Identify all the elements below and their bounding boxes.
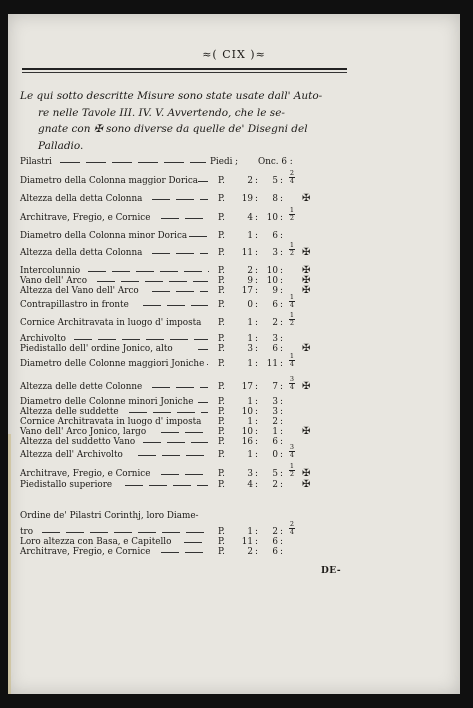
value-piedi: 0 (247, 300, 253, 310)
row-label: Altezza della detta Colonna (20, 194, 143, 204)
unit-piedi: P. (218, 469, 225, 479)
value-piedi: 10 (241, 407, 253, 417)
value-piedi: 4 (247, 480, 253, 490)
fraction-numerator: 3 (289, 375, 295, 383)
row-label: Altezza del Vano dell' Arco (20, 286, 139, 296)
value-once: 3 (272, 248, 278, 258)
separator: : (255, 537, 258, 547)
unit-piedi: P. (218, 300, 225, 310)
row-label: Archivolto (20, 334, 66, 344)
cross-mark-icon: ✠ (302, 193, 311, 204)
leader-dash (114, 532, 132, 533)
leader-dash (191, 305, 208, 306)
leader-dash (193, 281, 208, 282)
leader-dash (161, 218, 179, 219)
value-piedi: 2 (247, 176, 253, 186)
leader-dash (190, 162, 206, 163)
leader-dash (167, 442, 185, 443)
page-edge-stain (8, 434, 11, 694)
unit-piedi: P. (218, 194, 225, 204)
leader-dash (152, 387, 170, 388)
value-piedi: 11 (241, 537, 253, 547)
once-heading: Onc. 6 : (258, 157, 293, 167)
leader-dash (138, 532, 156, 533)
separator: : (280, 450, 283, 460)
separator: : (255, 547, 258, 557)
separator: : (280, 427, 283, 437)
intro-paragraph (20, 88, 350, 154)
value-once: 6 (272, 437, 278, 447)
fraction (288, 463, 296, 478)
row-label: Altezza del suddetto Vano (20, 437, 136, 447)
separator: : (280, 527, 283, 537)
intro-line: re nelle Tavole III. IV. V. Avvertendo, che le se- (38, 106, 285, 119)
separator: : (280, 334, 283, 344)
table-row (20, 206, 320, 224)
value-once: 2 (272, 318, 278, 328)
separator: : (255, 276, 258, 286)
leader-dash (169, 281, 187, 282)
separator: : (280, 276, 283, 286)
leader-dash (167, 305, 185, 306)
value-piedi: 3 (247, 344, 253, 354)
leader-dash (198, 402, 208, 403)
separator: : (255, 334, 258, 344)
value-once: 2 (272, 527, 278, 537)
separator: : (280, 318, 283, 328)
value-piedi: 1 (247, 231, 253, 241)
leader-dash (161, 474, 179, 475)
separator: : (280, 286, 283, 296)
separator: : (280, 266, 283, 276)
leader-dash (173, 485, 191, 486)
row-label: Ordine de' Pilastri Corinthj, loro Diame- (20, 511, 199, 521)
page-header: ≈( CIX )≈ (202, 48, 266, 61)
leader-dash (162, 455, 180, 456)
value-once: 6 (272, 344, 278, 354)
value-piedi: 1 (247, 527, 253, 537)
row-label: Architrave, Fregio, e Cornice (20, 547, 151, 557)
separator: : (255, 300, 258, 310)
leader-dash (201, 412, 208, 413)
value-once: 10 (266, 276, 278, 286)
row-label: Loro altezza con Basa, e Capitello (20, 537, 172, 547)
table-head-label: Pilastri (20, 157, 52, 167)
fraction-numerator: 1 (289, 206, 295, 214)
unit-piedi: P. (218, 382, 225, 392)
separator: : (280, 359, 283, 369)
fraction (288, 521, 296, 536)
value-once: 9 (272, 286, 278, 296)
leader-dash (170, 339, 188, 340)
separator: : (255, 194, 258, 204)
leader-dash (185, 218, 203, 219)
cross-mark-icon: ✠ (302, 285, 311, 296)
unit-piedi: P. (218, 417, 225, 427)
table-row (20, 194, 320, 205)
leader-dash (191, 442, 208, 443)
leader-dash (42, 532, 60, 533)
leader-dash (184, 271, 202, 272)
separator: : (280, 248, 283, 258)
unit-piedi: P. (218, 266, 225, 276)
table-row (20, 169, 320, 187)
separator: : (280, 480, 283, 490)
separator: : (255, 417, 258, 427)
table-row (20, 311, 320, 329)
book-page (8, 14, 460, 694)
value-once: 6 (272, 300, 278, 310)
unit-piedi: P. (218, 407, 225, 417)
leader-dash (186, 532, 204, 533)
table-row (20, 286, 320, 297)
row-label: Contrapillastro in fronte (20, 300, 129, 310)
row-label: Piedistallo superiore (20, 480, 113, 490)
separator: : (280, 382, 283, 392)
separator: : (280, 437, 283, 447)
separator: : (280, 231, 283, 241)
value-once: 5 (272, 469, 278, 479)
row-label: Vano dell' Arco (20, 276, 88, 286)
value-piedi: 16 (241, 437, 253, 447)
separator: : (255, 318, 258, 328)
leader-dash (162, 532, 180, 533)
row-label: Diametro della Colonna minor Dorica (20, 231, 188, 241)
value-piedi: 1 (247, 450, 253, 460)
separator: : (280, 469, 283, 479)
row-label: Piedistallo dell' ordine Jonico, alto (20, 344, 173, 354)
leader-dash (185, 474, 203, 475)
leader-dash (198, 349, 208, 350)
separator: : (255, 437, 258, 447)
leader-dash (88, 271, 106, 272)
piedi-heading: Piedi ; (210, 157, 239, 167)
leader-dash (152, 291, 170, 292)
unit-piedi: P. (218, 213, 225, 223)
cross-mark-icon: ✠ (302, 343, 311, 354)
fraction-denominator: 4 (289, 383, 295, 391)
value-piedi: 3 (247, 469, 253, 479)
separator: : (255, 527, 258, 537)
leader-dash (138, 455, 156, 456)
leader-dash (152, 199, 170, 200)
value-once: 2 (272, 417, 278, 427)
value-piedi: 2 (247, 266, 253, 276)
value-piedi: 1 (247, 417, 253, 427)
leader-dash (200, 291, 208, 292)
leader-dash (160, 271, 178, 272)
leader-dash (98, 339, 116, 340)
unit-piedi: P. (218, 537, 225, 547)
unit-piedi: P. (218, 231, 225, 241)
leader-dash (176, 199, 194, 200)
fraction-denominator: 2 (289, 470, 295, 478)
separator: : (280, 397, 283, 407)
leader-dash (153, 412, 171, 413)
leader-dash (176, 291, 194, 292)
leader-dash (198, 181, 208, 182)
unit-piedi: P. (218, 318, 225, 328)
separator: : (255, 266, 258, 276)
value-piedi: 9 (247, 276, 253, 286)
row-label: Vano dell' Arco Jonico, largo (20, 427, 147, 437)
value-piedi: 10 (241, 427, 253, 437)
leader-dash (200, 199, 208, 200)
value-piedi: 1 (247, 334, 253, 344)
table-row (20, 547, 320, 558)
unit-piedi: P. (218, 427, 225, 437)
separator: : (255, 344, 258, 354)
unit-piedi: P. (218, 344, 225, 354)
cross-mark-icon: ✠ (302, 247, 311, 258)
fraction-numerator: 1 (289, 352, 295, 360)
value-once: 3 (272, 407, 278, 417)
value-piedi: 17 (241, 382, 253, 392)
row-label: Cornice Architravata in luogo d' imposta (20, 318, 202, 328)
separator: : (280, 547, 283, 557)
value-once: 3 (272, 397, 278, 407)
table-row (20, 462, 320, 480)
fraction (288, 312, 296, 327)
row-label: Architrave, Fregio, e Cornice (20, 469, 151, 479)
cross-mark-icon: ✠ (302, 426, 311, 437)
value-once: 8 (272, 194, 278, 204)
row-label: Cornice Architravata in luogo d' imposta (20, 417, 202, 427)
fraction-numerator: 3 (289, 443, 295, 451)
cross-mark-icon: ✠ (302, 275, 311, 286)
row-label: Diametro delle Colonne maggiori Joniche (20, 359, 205, 369)
value-once: 3 (272, 334, 278, 344)
fraction-denominator: 2 (289, 214, 295, 222)
separator: : (280, 344, 283, 354)
value-once: 1 (272, 427, 278, 437)
separator: : (280, 194, 283, 204)
row-label: Intercolunnio (20, 266, 81, 276)
header-rule (22, 68, 347, 70)
leader-dash (129, 412, 147, 413)
separator: : (255, 427, 258, 437)
value-piedi: 1 (247, 397, 253, 407)
value-piedi: 11 (241, 248, 253, 258)
value-once: 5 (272, 176, 278, 186)
cross-mark-icon: ✠ (302, 479, 311, 490)
separator: : (255, 480, 258, 490)
leader-dash (60, 162, 80, 163)
leader-dash (121, 281, 139, 282)
table-row (20, 241, 320, 259)
value-once: 2 (272, 480, 278, 490)
separator: : (280, 300, 283, 310)
unit-piedi: P. (218, 286, 225, 296)
separator: : (280, 537, 283, 547)
value-once: 0 (272, 450, 278, 460)
leader-dash (125, 485, 143, 486)
value-once: 10 (266, 266, 278, 276)
fraction-denominator: 4 (289, 528, 295, 536)
leader-dash (66, 532, 84, 533)
unit-piedi: P. (218, 359, 225, 369)
table-row (20, 437, 320, 448)
table-row (20, 231, 320, 242)
leader-dash (143, 442, 161, 443)
leader-dash (146, 339, 164, 340)
separator: : (255, 382, 258, 392)
fraction-numerator: 2 (289, 169, 295, 177)
table-row (20, 352, 320, 370)
unit-piedi: P. (218, 334, 225, 344)
intro-line: Le qui sotto descritte Misure sono state usate dall' Auto- (20, 90, 323, 102)
leader-dash (207, 364, 208, 365)
value-piedi: 1 (247, 318, 253, 328)
row-label: Diametro della Colonna maggior Dorica (20, 176, 199, 186)
leader-dash (185, 432, 203, 433)
row-label: tro (20, 527, 34, 537)
value-once: 6 (272, 231, 278, 241)
separator: : (255, 450, 258, 460)
leader-dash (200, 387, 208, 388)
row-label: Altezza delle dette Colonne (20, 382, 143, 392)
unit-piedi: P. (218, 450, 225, 460)
leader-dash (152, 253, 170, 254)
leader-dash (97, 281, 115, 282)
value-piedi: 19 (241, 194, 253, 204)
fraction (288, 353, 296, 368)
fraction (288, 207, 296, 222)
leader-dash (197, 485, 208, 486)
unit-piedi: P. (218, 176, 225, 186)
separator: : (255, 231, 258, 241)
table-row (20, 511, 320, 522)
fraction-numerator: 1 (289, 311, 295, 319)
separator: : (255, 469, 258, 479)
cross-mark-icon: ✠ (302, 381, 311, 392)
value-once: 6 (272, 547, 278, 557)
fraction (288, 170, 296, 185)
unit-piedi: P. (218, 527, 225, 537)
leader-dash (184, 542, 202, 543)
fraction-denominator: 4 (289, 301, 295, 309)
unit-piedi: P. (218, 397, 225, 407)
intro-line: Palladio. (38, 139, 84, 152)
fraction (288, 294, 296, 309)
separator: : (255, 407, 258, 417)
unit-piedi: P. (218, 276, 225, 286)
value-once: 7 (272, 382, 278, 392)
fraction-denominator: 2 (289, 249, 295, 257)
table-row (20, 480, 320, 491)
table-row (20, 375, 320, 393)
separator: : (280, 417, 283, 427)
row-label: Altezza delle suddette (20, 407, 119, 417)
leader-dash (164, 162, 184, 163)
fraction (288, 376, 296, 391)
table-head-row (20, 157, 320, 168)
leader-dash (143, 305, 161, 306)
leader-dash (90, 532, 108, 533)
fraction-denominator: 4 (289, 451, 295, 459)
intro-line: gnate con ✠ sono diverse da quelle de' Disegni del (38, 123, 308, 135)
fraction-numerator: 1 (289, 293, 295, 301)
separator: : (255, 248, 258, 258)
separator: : (255, 286, 258, 296)
table-row (20, 293, 320, 311)
unit-piedi: P. (218, 248, 225, 258)
separator: : (255, 176, 258, 186)
separator: : (280, 407, 283, 417)
fraction-denominator: 4 (289, 177, 295, 185)
leader-dash (177, 412, 195, 413)
value-piedi: 17 (241, 286, 253, 296)
cross-mark-icon: ✠ (302, 468, 311, 479)
unit-piedi: P. (218, 547, 225, 557)
unit-piedi: P. (218, 480, 225, 490)
separator: : (255, 359, 258, 369)
leader-dash (161, 432, 179, 433)
leader-dash (145, 281, 163, 282)
leader-dash (194, 339, 208, 340)
row-label: Diametro delle Colonne minori Joniche (20, 397, 194, 407)
leader-dash (112, 162, 132, 163)
fraction-numerator: 1 (289, 462, 295, 470)
value-once: 10 (266, 213, 278, 223)
row-label: Altezza dell' Archivolto (20, 450, 123, 460)
leader-dash (74, 339, 92, 340)
fraction-denominator: 2 (289, 319, 295, 327)
leader-dash (176, 253, 194, 254)
leader-dash (122, 339, 140, 340)
unit-piedi: P. (218, 437, 225, 447)
separator: : (280, 213, 283, 223)
leader-dash (200, 253, 208, 254)
leader-dash (161, 552, 179, 553)
row-label: Altezza della detta Colonna (20, 248, 143, 258)
value-piedi: 2 (247, 547, 253, 557)
leader-dash (138, 162, 158, 163)
table-row (20, 443, 320, 461)
leader-dash (186, 455, 204, 456)
fraction (288, 242, 296, 257)
leader-dash (136, 271, 154, 272)
header-rule-thin (22, 72, 347, 73)
separator: : (280, 176, 283, 186)
separator: : (255, 213, 258, 223)
catchword: DE- (321, 566, 342, 576)
leader-dash (86, 162, 106, 163)
leader-dash (112, 271, 130, 272)
fraction-numerator: 2 (289, 520, 295, 528)
leader-dash (176, 387, 194, 388)
value-piedi: 1 (247, 359, 253, 369)
separator: : (255, 397, 258, 407)
cross-mark-icon: ✠ (302, 265, 311, 276)
fraction-denominator: 4 (289, 360, 295, 368)
value-piedi: 4 (247, 213, 253, 223)
value-once: 6 (272, 537, 278, 547)
fraction (288, 444, 296, 459)
fraction-numerator: 1 (289, 241, 295, 249)
table-row (20, 344, 320, 355)
value-once: 11 (266, 359, 278, 369)
row-label: Architrave, Fregio, e Cornice (20, 213, 151, 223)
leader-dash (185, 552, 203, 553)
leader-dash (149, 485, 167, 486)
leader-dash (189, 236, 207, 237)
